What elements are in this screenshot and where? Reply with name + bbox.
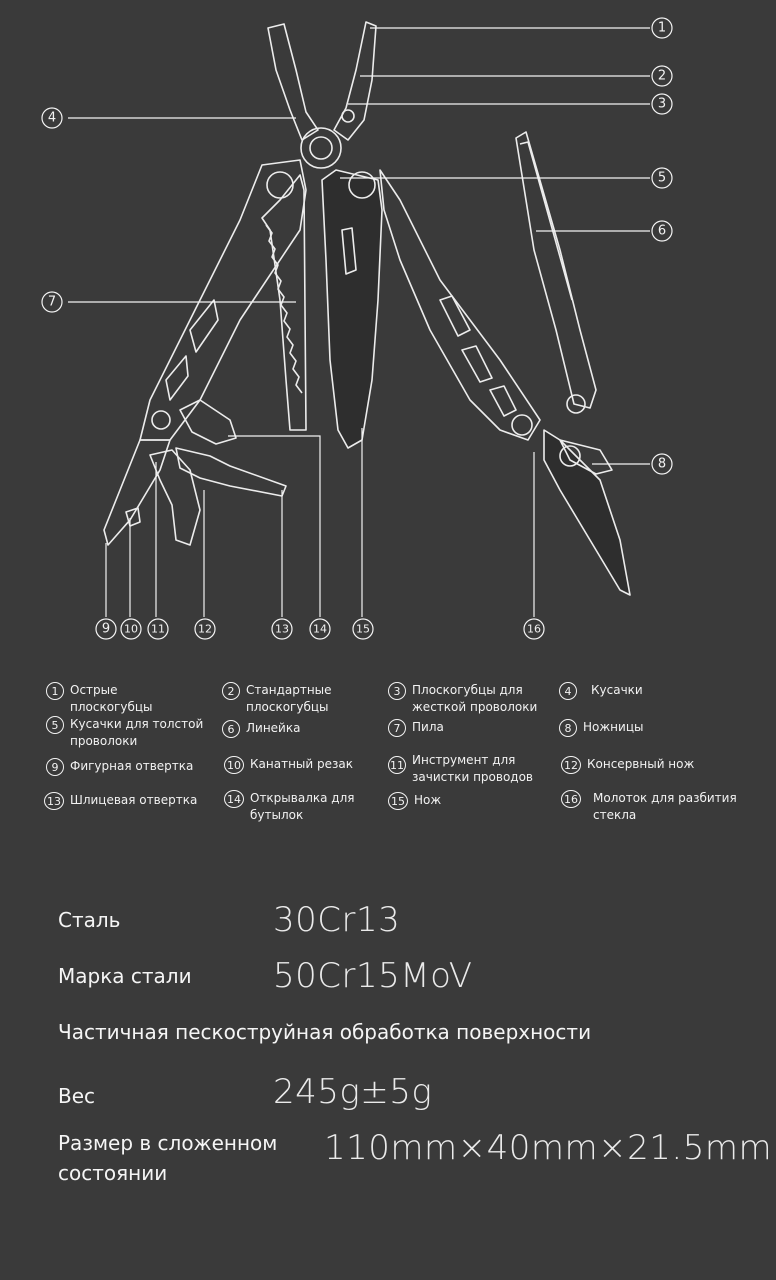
callout-5: [652, 168, 672, 188]
spec-label: Вес: [58, 1084, 96, 1108]
svg-text:11: 11: [151, 622, 165, 636]
legend-item-16: 16 Молоток для разбития стекла: [561, 790, 743, 824]
callout-8: [652, 454, 672, 474]
multitool-illustration: [104, 22, 630, 595]
svg-text:6: 6: [657, 223, 667, 239]
svg-text:9: 9: [101, 621, 111, 637]
legend-item-4: 4 Кусачки: [559, 682, 721, 700]
callout-7: [42, 292, 62, 312]
callout-16: [524, 619, 544, 639]
legend-item-8: 8 Ножницы: [559, 719, 713, 737]
callout-15: [353, 619, 373, 639]
legend-item-3: 3 Плоскогубцы для жесткой проволоки: [388, 682, 552, 716]
legend-item-13: 13 Шлицевая отвертка: [44, 792, 200, 810]
svg-text:13: 13: [275, 622, 289, 636]
legend-item-12: 12 Консервный нож: [561, 756, 717, 774]
callout-12: [195, 619, 215, 639]
spec-label: Марка стали: [58, 964, 192, 988]
svg-text:3: 3: [657, 96, 667, 112]
spec-value: 110mm×40mm×21.5mm: [324, 1128, 773, 1168]
legend-item-10: 10 Канатный резак: [224, 756, 380, 774]
spec-value: 245g±5g: [273, 1072, 433, 1112]
svg-text:4: 4: [47, 110, 57, 126]
svg-text:12: 12: [198, 622, 212, 636]
callout-3: [652, 94, 672, 114]
svg-text:8: 8: [657, 456, 667, 472]
spec-label: Сталь: [58, 908, 121, 932]
spec-value: 50Cr15MoV: [273, 956, 473, 996]
legend-item-14: 14 Открывалка для бутылок: [224, 790, 360, 824]
svg-text:7: 7: [47, 294, 57, 310]
legend-item-5: 5 Кусачки для толстой проволоки: [46, 716, 210, 750]
callout-11: [148, 619, 168, 639]
svg-text:10: 10: [124, 622, 138, 636]
legend-item-6: 6 Линейка: [222, 720, 376, 738]
spec-label: Частичная пескоструйная обработка поверхности: [58, 1020, 592, 1044]
legend: [0, 672, 776, 832]
spec-label: Размер в сложенном состоянии: [58, 1131, 278, 1185]
callout-2: [652, 66, 672, 86]
callout-10: [121, 619, 141, 639]
svg-text:5: 5: [657, 170, 667, 186]
legend-item-9: 9 Фигурная отвертка: [46, 758, 200, 776]
callout-4: [42, 108, 62, 128]
svg-text:14: 14: [313, 622, 327, 636]
legend-item-7: 7 Пила: [388, 719, 542, 737]
legend-item-15: 15 Нож: [388, 792, 544, 810]
callout-9: [96, 619, 116, 639]
legend-item-11: 11 Инструмент для зачистки проводов: [390, 753, 534, 784]
legend-item-2: 2 Стандартные плоскогубцы: [222, 682, 356, 716]
svg-text:16: 16: [527, 622, 541, 636]
callout-6: [652, 221, 672, 241]
spec-value: 30Cr13: [273, 900, 401, 940]
svg-text:15: 15: [356, 622, 370, 636]
callout-14: [310, 619, 330, 639]
legend-item-1: 1 Острые плоскогубцы: [46, 682, 200, 716]
svg-text:2: 2: [657, 68, 667, 84]
svg-text:1: 1: [657, 20, 667, 36]
callout-1: [652, 18, 672, 38]
callout-13: [272, 619, 292, 639]
